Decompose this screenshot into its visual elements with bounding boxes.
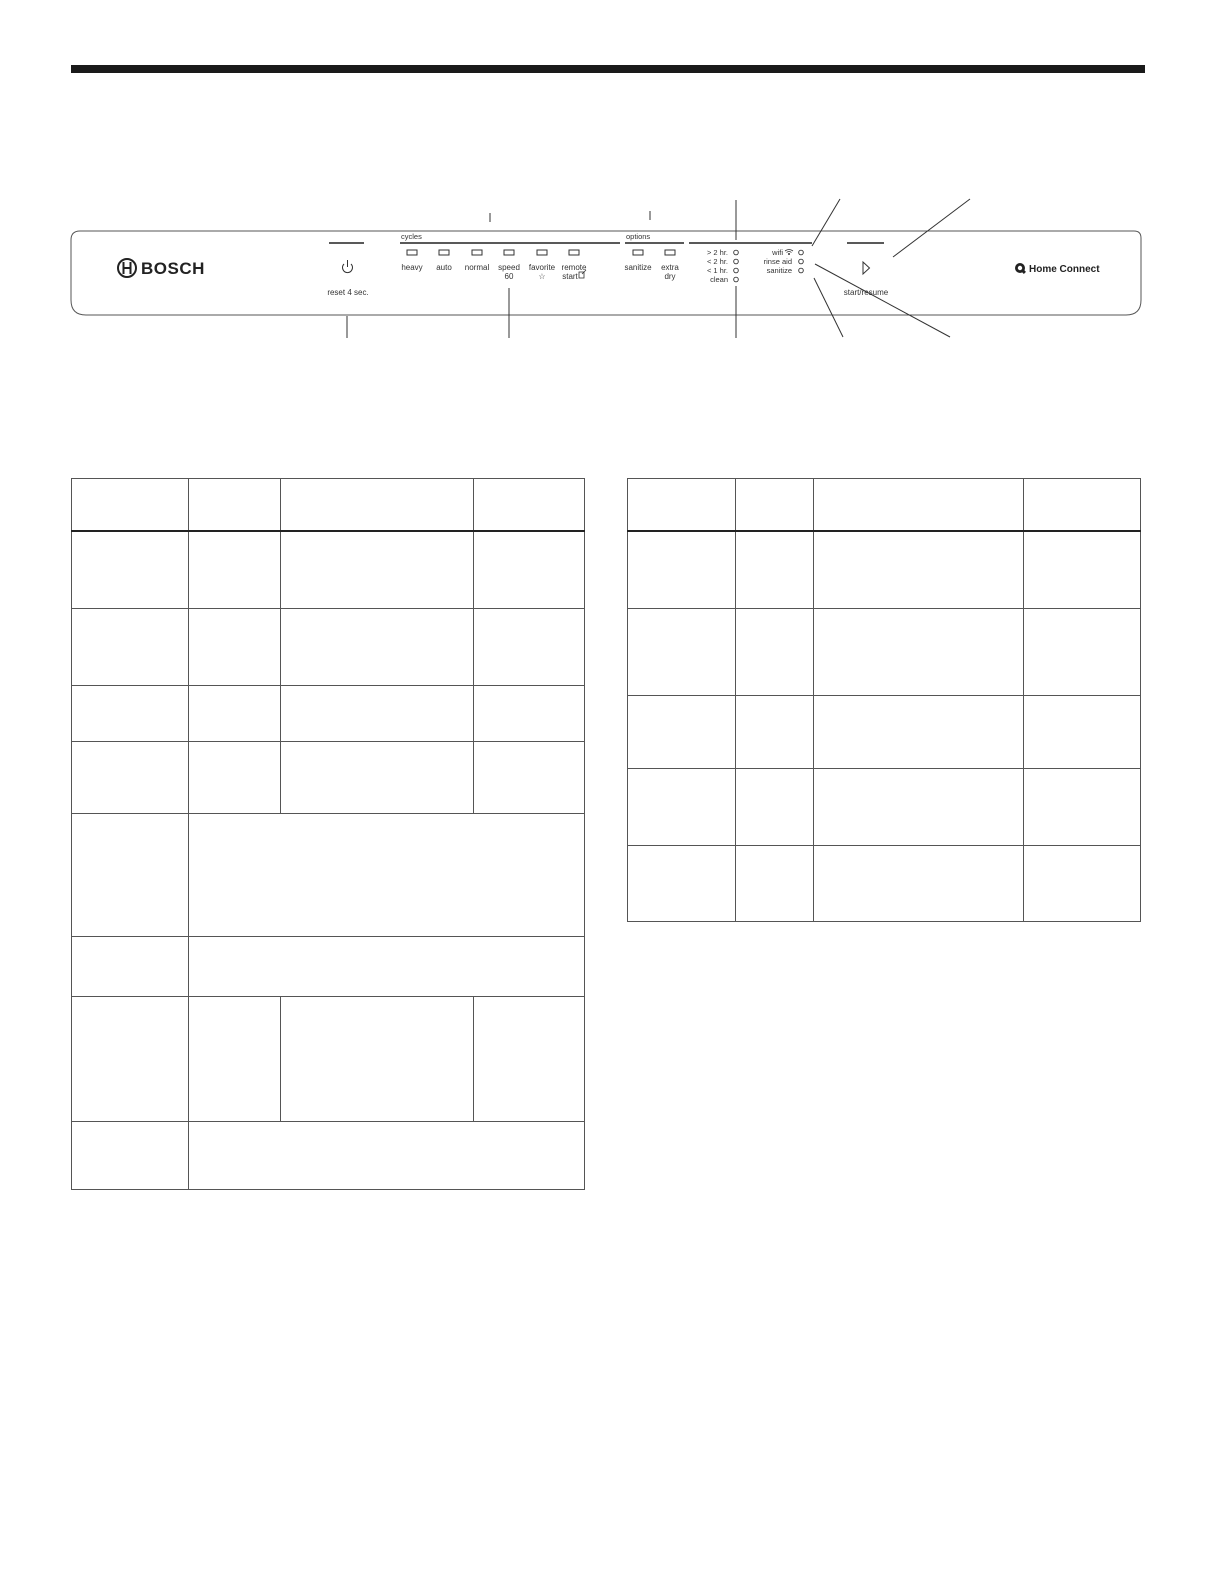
led-indicator: [407, 250, 417, 255]
table-cell: [72, 814, 189, 937]
table-cell: [813, 609, 1024, 696]
table-cell: [72, 686, 189, 742]
table-cell: [735, 531, 813, 609]
cycle-label: favorite: [528, 263, 556, 272]
table-row: [72, 531, 585, 609]
table-cell: [735, 609, 813, 696]
table-cell: [1024, 696, 1141, 769]
table-cell: [280, 686, 474, 742]
cycle-favorite[interactable]: [529, 250, 556, 281]
table-row: [72, 609, 585, 686]
power-icon: [342, 260, 352, 273]
table-cell: [72, 609, 189, 686]
time-indicators: [707, 248, 738, 284]
table-cell: [188, 531, 280, 609]
table-cell: [72, 937, 189, 997]
indicator-dot: [799, 268, 804, 273]
table-cell: [280, 997, 474, 1122]
table-row: [628, 769, 1141, 846]
table-cell: [813, 846, 1024, 922]
table-cell-merged: [188, 1122, 584, 1190]
led-indicator: [537, 250, 547, 255]
table-row: [628, 696, 1141, 769]
table-header-row: [72, 479, 585, 531]
table-cell: [1024, 609, 1141, 696]
callout-line-sanitize: [814, 278, 843, 337]
table-cell: [813, 769, 1024, 846]
table-cell: [735, 696, 813, 769]
header-cell: [628, 479, 736, 531]
cycle-label: auto: [436, 263, 452, 272]
table-row: [628, 609, 1141, 696]
status-indicator-label: sanitize: [766, 266, 792, 275]
cycle-label-line2: 60: [504, 272, 514, 281]
top-rule: [71, 65, 1145, 73]
table-row: [72, 742, 585, 814]
cycle-label: normal: [464, 263, 490, 272]
cycle-normal[interactable]: [465, 250, 490, 272]
table-row: [628, 531, 1141, 609]
table-cell: [628, 531, 736, 609]
star-icon: ☆: [538, 272, 546, 281]
header-cell: [188, 479, 280, 531]
indicator-dot: [799, 259, 804, 264]
cycle-label: speed: [498, 263, 520, 272]
table-cell: [1024, 846, 1141, 922]
table-row: [72, 686, 585, 742]
table-cell: [188, 609, 280, 686]
table-cell-merged: [188, 814, 584, 937]
table-cell: [628, 609, 736, 696]
table-row: [72, 937, 585, 997]
indicator-dot: [734, 277, 739, 282]
table-row: [628, 846, 1141, 922]
option-label: extra: [661, 263, 679, 272]
table-cell: [813, 531, 1024, 609]
table-cell: [474, 997, 585, 1122]
header-cell: [813, 479, 1024, 531]
table-cell: [72, 742, 189, 814]
callout-line-start: [893, 199, 970, 257]
header-cell: [735, 479, 813, 531]
table-cell: [1024, 531, 1141, 609]
table-cell: [813, 696, 1024, 769]
callout-line-rinse: [815, 264, 950, 337]
table-cell: [474, 609, 585, 686]
led-indicator: [569, 250, 579, 255]
table-cell: [188, 742, 280, 814]
callout-line-wifi: [812, 199, 840, 246]
led-indicator: [504, 250, 514, 255]
table-cell: [72, 531, 189, 609]
time-indicator-label: < 1 hr.: [706, 266, 728, 275]
wifi-icon: [785, 250, 793, 255]
option-label: sanitize: [624, 263, 652, 272]
right-table: [627, 478, 1141, 922]
table-row: [72, 814, 585, 937]
table-cell: [280, 531, 474, 609]
table-cell: [474, 742, 585, 814]
status-indicator-label: rinse aid: [763, 257, 792, 266]
header-cell: [280, 479, 474, 531]
table-cell: [280, 609, 474, 686]
table-cell: [628, 769, 736, 846]
table-cell: [72, 997, 189, 1122]
table-cell: [188, 997, 280, 1122]
power-label: reset 4 sec.: [327, 288, 369, 297]
table-cell: [735, 769, 813, 846]
header-cell: [1024, 479, 1141, 531]
cycle-auto[interactable]: [436, 250, 452, 272]
cycle-label: remote: [561, 263, 587, 272]
left-table: [71, 478, 585, 1190]
indicator-dot: [734, 259, 739, 264]
table-cell: [72, 1122, 189, 1190]
option-extra-dry[interactable]: [661, 250, 679, 281]
bosch-logo-icon: [118, 259, 136, 277]
led-indicator: [633, 250, 643, 255]
table-cell: [628, 696, 736, 769]
indicator-dot: [734, 268, 739, 273]
table-cell: [474, 531, 585, 609]
cycle-remote-start[interactable]: [562, 250, 587, 281]
time-indicator-label: < 2 hr.: [706, 257, 728, 266]
status-indicator-label: wifi: [772, 248, 783, 257]
table-header-row: [628, 479, 1141, 531]
home-connect-label: Home Connect: [1029, 264, 1100, 275]
time-indicator-label: clean: [710, 275, 728, 284]
cycle-speed60[interactable]: [498, 250, 520, 281]
brand-name: BOSCH: [141, 259, 205, 278]
cycle-heavy[interactable]: [401, 250, 422, 272]
table-cell: [280, 742, 474, 814]
play-icon: [863, 262, 870, 274]
start-resume-label: start/resume: [843, 288, 889, 297]
table-cell: [735, 846, 813, 922]
time-indicator-label: > 2 hr.: [706, 248, 728, 257]
header-cell: [72, 479, 189, 531]
cycle-label-line2: start: [562, 272, 578, 281]
options-header: options: [626, 232, 651, 241]
header-cell: [474, 479, 585, 531]
table-cell: [1024, 769, 1141, 846]
table-cell: [474, 686, 585, 742]
option-label-line2: dry: [664, 272, 676, 281]
status-indicators: [764, 248, 804, 275]
table-cell: [628, 846, 736, 922]
table-cell-merged: [188, 937, 584, 997]
indicator-dot: [799, 250, 804, 255]
control-panel-diagram: [0, 190, 1224, 350]
indicator-dot: [734, 250, 739, 255]
option-sanitize[interactable]: [624, 250, 652, 272]
table-row: [72, 1122, 585, 1190]
led-indicator: [665, 250, 675, 255]
home-connect-logo-icon: [1015, 263, 1026, 274]
table-cell: [188, 686, 280, 742]
cycles-header: cycles: [401, 232, 422, 241]
led-indicator: [439, 250, 449, 255]
led-indicator: [472, 250, 482, 255]
table-row: [72, 997, 585, 1122]
cycle-label: heavy: [401, 263, 423, 272]
